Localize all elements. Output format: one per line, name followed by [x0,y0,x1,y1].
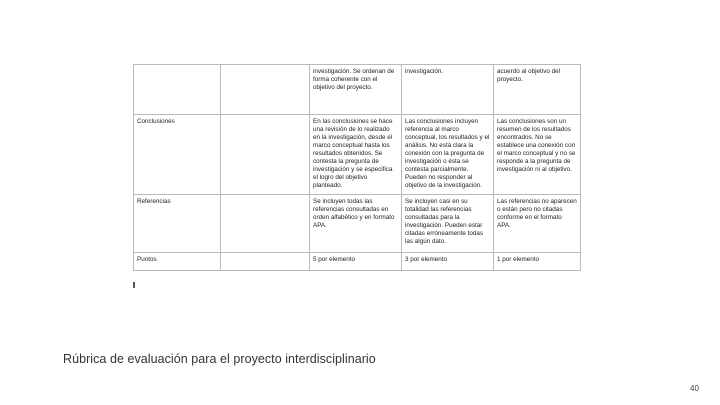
level-b-cell: Se incluyen casi en su totalidad las referencias consultadas para la investigación. Pueden estar citadas erróneamente todas las algún dato. [402,195,494,253]
criterion-cell: Puntos [134,253,221,271]
level-c-cell: acuerdo al objetivo del proyecto. [494,65,581,115]
empty-cell [221,115,310,195]
level-a-cell: Se incluyen todas las referencias consultadas en orden alfabético y en formato APA. [310,195,402,253]
table-row [134,195,581,253]
criterion-cell [134,65,221,115]
level-c-cell: Las conclusiones son un resumen de los resultados encontrados. No se establece una conexión con el marco conceptual y no se responde a la pregunta de investigación ni al objetivo. [494,115,581,195]
criterion-cell: Conclusiones [134,115,221,195]
level-b-cell: Las conclusiones incluyen referencia al marco conceptual, los resultados y el análisis. No está clara la conexión con la pregunta de investigación o ésta se contesta parcialmente. Pueden no responder al objetivo de la investigación. [402,115,494,195]
level-b-cell: 3 por elemento [402,253,494,271]
level-a-cell: investigación. Se ordenan de forma coherente con el objetivo del proyecto. [310,65,402,115]
empty-cell [221,253,310,271]
slide-caption: Rúbrica de evaluación para el proyecto interdisciplinario [63,352,376,366]
table-row [134,115,581,195]
criterion-cell: Referencias [134,195,221,253]
level-a-cell: En las conclusiones se hace una revisión de lo realizado en la investigación, desde el marco conceptual hasta los resultados obtenidos. Se contesta la pregunta de investigación y se especifica el logro del objetivo planteado. [310,115,402,195]
level-c-cell: Las referencias no aparecen o están pero no citadas conforme en el formato APA. [494,195,581,253]
level-c-cell: 1 por elemento [494,253,581,271]
empty-cell [221,195,310,253]
table-row [134,65,581,115]
rubric-table [133,64,581,271]
level-a-cell: 5 por elemento [310,253,402,271]
table-row [134,253,581,271]
page-number: 40 [690,384,699,393]
empty-cell [221,65,310,115]
table-corner-mark [133,282,135,288]
level-b-cell: investigación. [402,65,494,115]
